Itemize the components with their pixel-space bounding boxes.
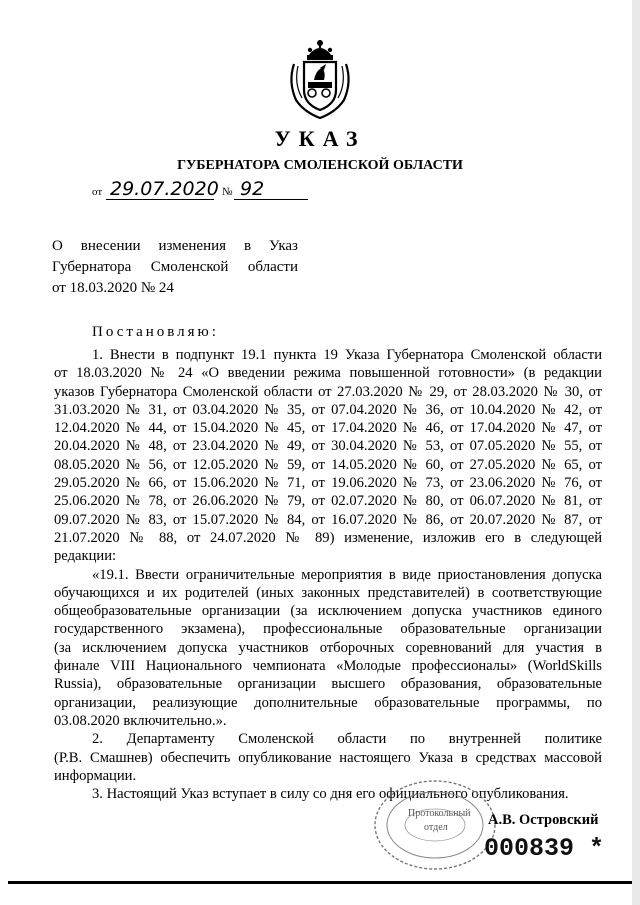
stamp-text-1: Протокольный: [408, 808, 471, 819]
text-line: Russia), образовательные организации высшего образования, образовательные: [54, 676, 602, 693]
text-line: 09.07.2020 № 83, от 15.07.2020 № 84, от 16.07.2020 № 86, от 20.07.2020 № 87, от: [54, 511, 602, 528]
text-line: указов Губернатора Смоленской области от 27.03.2020 № 29, от 28.03.2020 № 30, от: [54, 383, 602, 400]
text-line: «19.1. Ввести ограничительные мероприятия в виде приостановления допуска: [92, 566, 602, 583]
subject-line: О внесении изменения в Указ: [52, 238, 298, 254]
text-line: 3. Настоящий Указ вступает в силу со дня его официального опубликования.: [92, 786, 569, 803]
stamp-text-2: отдел: [424, 822, 448, 833]
text-line: 25.06.2020 № 78, от 26.06.2020 № 79, от 02.07.2020 № 80, от 06.07.2020 № 81, от: [54, 493, 602, 510]
bottom-rule: [8, 881, 632, 884]
document-subtitle: ГУБЕРНАТОРА СМОЛЕНСКОЙ ОБЛАСТИ: [177, 158, 463, 173]
subject-line: от 18.03.2020 № 24: [52, 280, 174, 296]
number-prefix: №: [222, 186, 233, 198]
text-line: обучающихся и их родителей (иных законных представителей) в соответствующие: [54, 584, 602, 601]
serial-number: 000839 *: [484, 834, 605, 863]
text-line: 31.03.2020 № 31, от 03.04.2020 № 35, от 07.04.2020 № 36, от 10.04.2020 № 42, от: [54, 401, 602, 418]
text-line: 21.07.2020 № 88, от 24.07.2020 № 89) изменение, изложив его в следующей: [54, 529, 602, 546]
coat-of-arms-icon: [286, 38, 354, 122]
text-line: редакции:: [54, 548, 117, 565]
document-body-lines: [54, 346, 602, 803]
text-line: 08.05.2020 № 56, от 12.05.2020 № 59, от 14.05.2020 № 60, от 27.05.2020 № 65, от: [54, 456, 602, 473]
text-line: 29.05.2020 № 66, от 15.06.2020 № 71, от 19.06.2020 № 73, от 23.06.2020 № 76, от: [54, 475, 602, 492]
document-title: УКАЗ: [274, 126, 366, 151]
date-value: 29.07.2020: [110, 178, 219, 200]
subject-line: Губернатора Смоленской области: [52, 259, 298, 275]
subject-block: [52, 236, 298, 299]
text-line: (за исключением допуска участников отборочных соревнований для участия в: [54, 639, 602, 656]
text-line: информации.: [54, 767, 137, 784]
text-line: общеобразовательные организации (за исключением допуска участников единого: [54, 603, 602, 620]
text-line: 20.04.2020 № 48, от 23.04.2020 № 49, от 30.04.2020 № 53, от 07.05.2020 № 55, от: [54, 438, 602, 455]
official-stamp: [372, 778, 498, 872]
text-line: организации, реализующие дополнительные образовательные программы, по: [54, 694, 602, 711]
date-prefix: от: [92, 186, 103, 198]
text-line: 2. Департаменту Смоленской области по внутренней политике: [92, 731, 602, 748]
signatory-name: А.В. Островский: [488, 812, 599, 828]
text-line: 1. Внести в подпункт 19.1 пункта 19 Указа Губернатора Смоленской области: [92, 347, 602, 363]
number-value: 92: [240, 178, 265, 200]
text-line: от 18.03.2020 № 24 «О введении режима повышенной готовности» (в редакции: [54, 365, 602, 382]
text-line: 03.08.2020 включительно.».: [54, 712, 227, 729]
decree-word: Постановляю:: [92, 324, 219, 340]
text-line: финале VIII Национального чемпионата «Молодые профессионалы» (WorldSkills: [54, 658, 602, 675]
text-line: государственного экзамена), профессиональные образовательные организации: [54, 621, 602, 638]
text-line: 12.04.2020 № 44, от 15.04.2020 № 45, от 17.04.2020 № 46, от 17.04.2020 № 47, от: [54, 420, 602, 437]
scan-edge: [632, 0, 640, 905]
text-line: (Р.В. Смашнев) обеспечить опубликование настоящего Указа в средствах массовой: [54, 749, 602, 766]
